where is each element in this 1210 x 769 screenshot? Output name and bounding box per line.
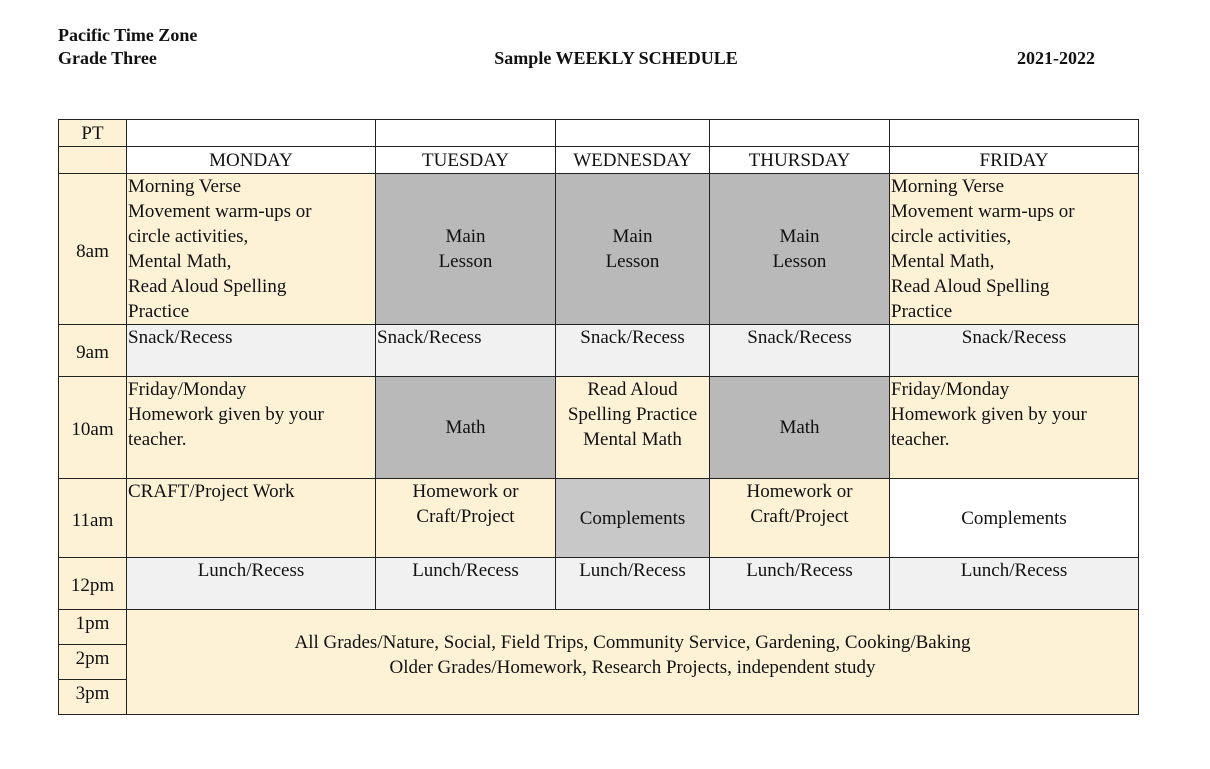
afternoon-activities — [127, 610, 1139, 715]
row-9am — [59, 325, 1139, 377]
cell-12pm-monday: Lunch/Recess — [127, 558, 376, 610]
cell-8am-monday: Morning Verse Movement warm-ups or circle activities, Mental Math, Read Aloud Spelling Practice — [127, 174, 376, 325]
cell-12pm-wednesday: Lunch/Recess — [556, 558, 710, 610]
cell-12pm-friday: Lunch/Recess — [890, 558, 1139, 610]
day-header-friday: FRIDAY — [890, 147, 1139, 174]
afternoon-line-all-grades: All Grades/Nature, Social, Field Trips, Community Service, Gardening, Cooking/Baking — [294, 632, 971, 653]
cell-9am-thursday: Snack/Recess — [710, 325, 890, 377]
cell-11am-wednesday: Complements — [556, 479, 710, 558]
time-1pm: 1pm — [59, 610, 126, 645]
day-header-wednesday: WEDNESDAY — [556, 147, 710, 174]
time-2pm: 2pm — [59, 645, 126, 680]
day-header-monday: MONDAY — [127, 147, 376, 174]
time-3pm: 3pm — [75, 683, 110, 704]
time-10am: 10am — [59, 377, 127, 479]
time-8am: 8am — [59, 174, 127, 325]
day-header-thursday: THURSDAY — [710, 147, 890, 174]
blank-cell — [127, 120, 376, 147]
row-10am — [59, 377, 1139, 479]
blank-time-cell — [59, 147, 127, 174]
cell-11am-friday: Complements — [890, 479, 1139, 558]
row-afternoon — [59, 610, 1139, 715]
row-11am — [59, 479, 1139, 558]
cell-9am-friday: Snack/Recess — [890, 325, 1139, 377]
cell-10am-wednesday: Read Aloud Spelling Practice Mental Math — [556, 377, 710, 479]
time-11am: 11am — [59, 479, 127, 558]
afternoon-times — [59, 610, 127, 715]
blank-cell — [376, 120, 556, 147]
row-12pm — [59, 558, 1139, 610]
cell-11am-thursday: Homework or Craft/Project — [710, 479, 890, 558]
cell-11am-tuesday: Homework or Craft/Project — [376, 479, 556, 558]
cell-8am-friday: Morning Verse Movement warm-ups or circle activities, Mental Math, Read Aloud Spelling Practice — [890, 174, 1139, 325]
time-12pm: 12pm — [59, 558, 127, 610]
cell-12pm-tuesday: Lunch/Recess — [376, 558, 556, 610]
afternoon-line-older-grades: Older Grades/Homework, Research Projects, independent study — [389, 657, 876, 678]
blank-cell — [890, 120, 1139, 147]
weekly-schedule-table — [58, 119, 1139, 715]
page-title: Sample WEEKLY SCHEDULE — [494, 48, 738, 68]
time-9am: 9am — [59, 325, 127, 377]
cell-9am-monday: Snack/Recess — [127, 325, 376, 377]
day-header-row — [59, 147, 1139, 174]
row-8am — [59, 174, 1139, 325]
cell-10am-friday: Friday/Monday Homework given by your teacher. — [890, 377, 1139, 479]
grade-label: Grade Three — [58, 48, 157, 68]
school-year: 2021-2022 — [1017, 48, 1095, 68]
pt-row — [59, 120, 1139, 147]
cell-10am-thursday: Math — [710, 377, 890, 479]
blank-cell — [556, 120, 710, 147]
cell-12pm-thursday: Lunch/Recess — [710, 558, 890, 610]
cell-9am-wednesday: Snack/Recess — [556, 325, 710, 377]
time-zone-label: Pacific Time Zone — [58, 25, 198, 45]
cell-8am-tuesday: Main Lesson — [376, 174, 556, 325]
cell-8am-wednesday: Main Lesson — [556, 174, 710, 325]
pt-label: PT — [59, 120, 127, 147]
cell-9am-tuesday: Snack/Recess — [376, 325, 556, 377]
day-header-tuesday: TUESDAY — [376, 147, 556, 174]
cell-8am-thursday: Main Lesson — [710, 174, 890, 325]
blank-cell — [710, 120, 890, 147]
cell-10am-tuesday: Math — [376, 377, 556, 479]
cell-10am-monday: Friday/Monday Homework given by your teacher. — [127, 377, 376, 479]
cell-11am-monday: CRAFT/Project Work — [127, 479, 376, 558]
